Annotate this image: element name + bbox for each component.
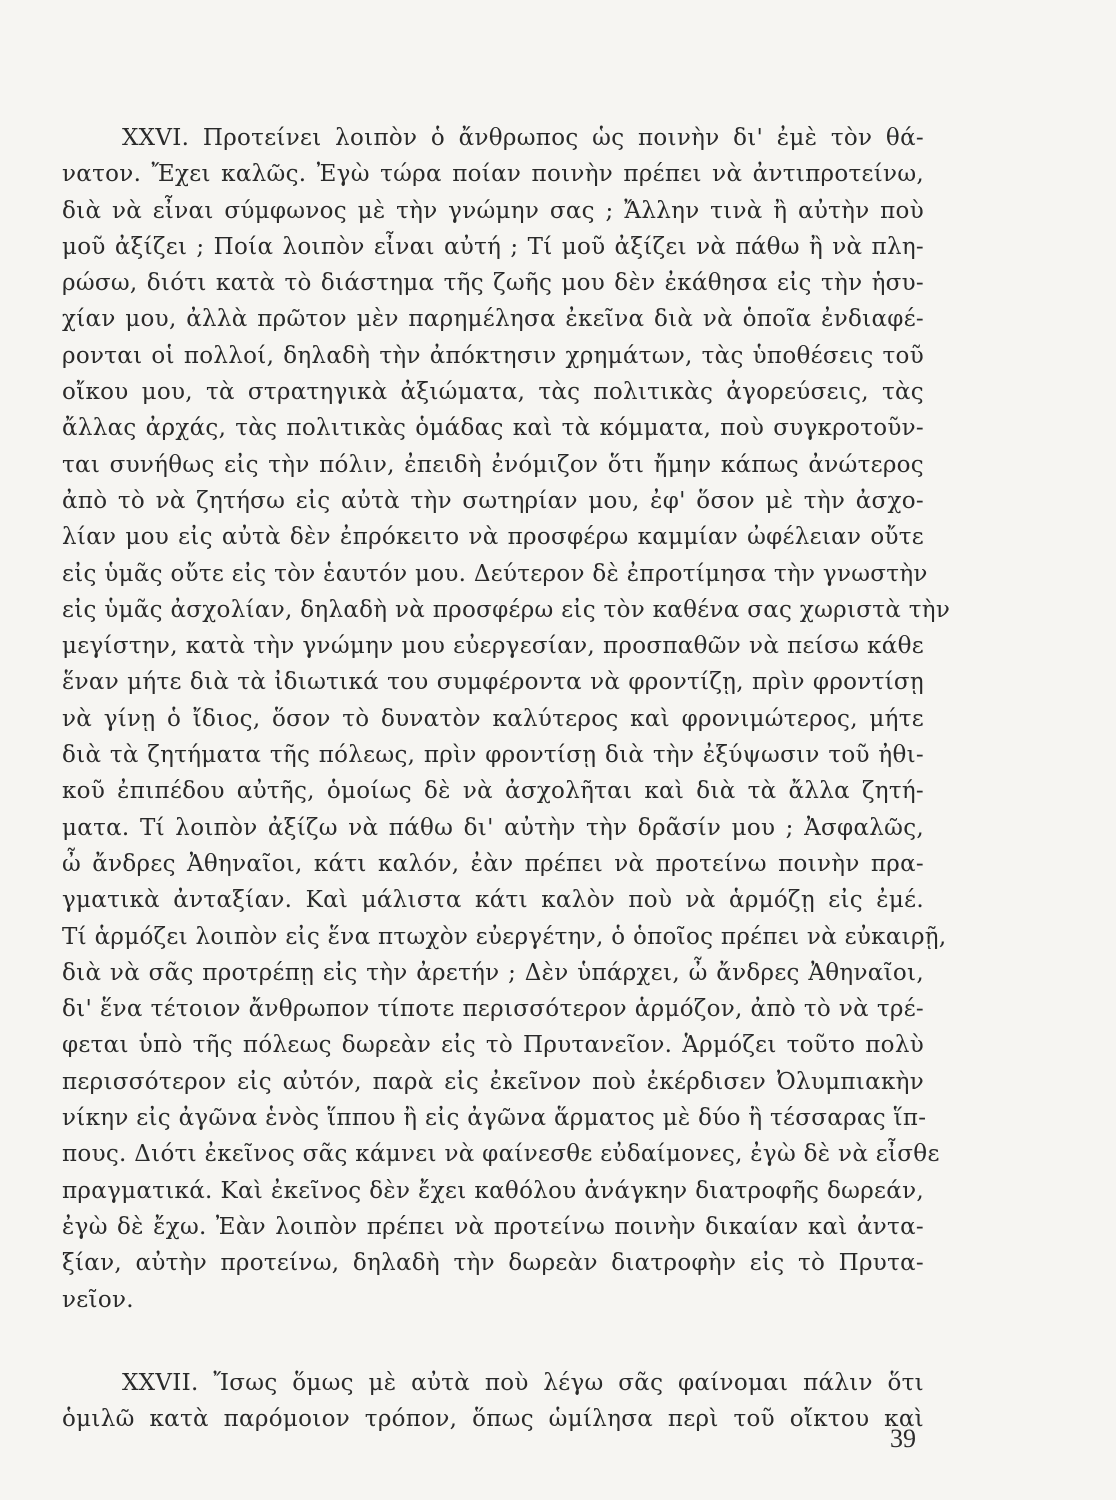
text-line: δι' ἕνα τέτοιον ἄνθρωπον τίποτε περισσότερον ἁρμόζον, ἀπὸ τὸ νὰ τρέ- — [62, 996, 924, 1023]
text-line: ται συνήθως εἰς τὴν πόλιν, ἐπειδὴ ἐνόμιζον ὅτι ἤμην κάπως ἀνώτερος — [62, 451, 924, 478]
text-line: νατον. Ἔχει καλῶς. Ἐγὼ τώρα ποίαν ποινὴν πρέπει νὰ ἀντιπροτείνω, — [62, 161, 924, 188]
text-line: μεγίστην, κατὰ τὴν γνώμην μου εὐεργεσίαν, προσπαθῶν νὰ πείσω κάθε — [62, 633, 924, 660]
text-line: νίκην εἰς ἀγῶνα ἑνὸς ἵππου ἢ εἰς ἀγῶνα ἅρματος μὲ δύο ἢ τέσσαρας ἵπ- — [62, 1105, 927, 1132]
text-line: XXVI. Προτείνει λοιπὸν ὁ ἄνθρωπος ὡς ποινὴν δι' ἐμὲ τὸν θά- — [122, 125, 924, 151]
text-line: διὰ νὰ σᾶς προτρέπῃ εἰς τὴν ἀρετήν ; Δὲν ὑπάρχει, ὦ ἄνδρες Ἀθηναῖοι, — [62, 959, 924, 986]
text-line: ρονται οἱ πολλοί, δηλαδὴ τὴν ἀπόκτησιν χρημάτων, τὰς ὑποθέσεις τοῦ — [62, 342, 924, 369]
text-line: ματα. Τί λοιπὸν ἀξίζω νὰ πάθω δι' αὐτὴν τὴν δρᾶσίν μου ; Ἀσφαλῶς, — [62, 814, 924, 841]
text-line: διὰ τὰ ζητήματα τῆς πόλεως, πρὶν φροντίσῃ διὰ τὴν ἐξύψωσιν τοῦ ἠθι- — [62, 742, 924, 769]
text-line: ρώσω, διότι κατὰ τὸ διάστημα τῆς ζωῆς μου δὲν ἐκάθησα εἰς τὴν ἡσυ- — [62, 270, 924, 297]
section-numeral: XXVII. — [122, 1369, 199, 1396]
text-line: περισσότερον εἰς αὐτόν, παρὰ εἰς ἐκεῖνον ποὺ ἐκέρδισεν Ὀλυμπιακὴν — [62, 1068, 924, 1095]
text-line: νὰ γίνῃ ὁ ἴδιος, ὅσον τὸ δυνατὸν καλύτερος καὶ φρονιμώτερος, μήτε — [62, 705, 924, 732]
text-line: εἰς ὑμᾶς οὔτε εἰς τὸν ἑαυτόν μου. Δεύτερον δὲ ἐπροτίμησα τὴν γνωστὴν — [62, 560, 928, 587]
text-line: ἐγὼ δὲ ἔχω. Ἐὰν λοιπὸν πρέπει νὰ προτείνω ποινὴν δικαίαν καὶ ἀντα- — [62, 1213, 924, 1240]
text-line: Τί ἁρμόζει λοιπὸν εἰς ἕνα πτωχὸν εὐεργέτην, ὁ ὁποῖος πρέπει νὰ εὐκαιρῇ, — [62, 923, 947, 950]
page-body — [62, 120, 951, 1437]
text-line: ὁμιλῶ κατὰ παρόμοιον τρόπον, ὅπως ὡμίλησα περὶ τοῦ οἴκτου καὶ — [62, 1406, 924, 1433]
page-number: 39 — [890, 1424, 916, 1453]
text-line: διὰ νὰ εἶναι σύμφωνος μὲ τὴν γνώμην σας ; Ἄλλην τινὰ ἢ αὐτὴν ποὺ — [62, 197, 924, 224]
text-line: λίαν μου εἰς αὐτὰ δὲν ἐπρόκειτο νὰ προσφέρω καμμίαν ὠφέλειαν οὔτε — [62, 524, 924, 551]
text-line: νεῖον. — [62, 1286, 134, 1313]
text-line: XXVII. Ἴσως ὅμως μὲ αὐτὰ ποὺ λέγω σᾶς φαίνομαι πάλιν ὅτι — [122, 1369, 924, 1396]
text-line: οἴκου μου, τὰ στρατηγικὰ ἀξιώματα, τὰς πολιτικὰς ἀγορεύσεις, τὰς — [62, 379, 924, 406]
section-gap — [62, 1318, 924, 1365]
text-line: ἄλλας ἀρχάς, τὰς πολιτικὰς ὁμάδας καὶ τὰ κόμματα, ποὺ συγκροτοῦν- — [62, 415, 924, 442]
section-numeral: XXVI. — [122, 125, 190, 151]
text-line: γματικὰ ἀνταξίαν. Καὶ μάλιστα κάτι καλὸν ποὺ νὰ ἁρμόζῃ εἰς ἐμέ. — [62, 887, 924, 914]
text-line: μοῦ ἀξίζει ; Ποία λοιπὸν εἶναι αὐτή ; Τί μοῦ ἀξίζει νὰ πάθω ἢ νὰ πλη- — [62, 233, 924, 260]
text-line: ἀπὸ τὸ νὰ ζητήσω εἰς αὐτὰ τὴν σωτηρίαν μου, ἐφ' ὅσον μὲ τὴν ἀσχο- — [62, 487, 924, 514]
section-xxvi — [62, 120, 951, 1318]
text-line: πραγματικά. Καὶ ἐκεῖνος δὲν ἔχει καθόλου ἀνάγκην διατροφῆς δωρεάν, — [62, 1177, 924, 1204]
text-line: εἰς ὑμᾶς ἀσχολίαν, δηλαδὴ νὰ προσφέρω εἰς τὸν καθένα σας χωριστὰ τὴν — [62, 596, 951, 623]
text-line: φεται ὑπὸ τῆς πόλεως δωρεὰν εἰς τὸ Πρυτανεῖον. Ἁρμόζει τοῦτο πολὺ — [62, 1032, 924, 1059]
text-line: κοῦ ἐπιπέδου αὐτῆς, ὁμοίως δὲ νὰ ἀσχολῆται καὶ διὰ τὰ ἄλλα ζητή- — [62, 778, 924, 805]
text-line: ἕναν μήτε διὰ τὰ ἰδιωτικά του συμφέροντα νὰ φροντίζῃ, πρὶν φροντίσῃ — [62, 669, 924, 696]
text-line: ξίαν, αὐτὴν προτείνω, δηλαδὴ τὴν δωρεὰν διατροφὴν εἰς τὸ Πρυτα- — [62, 1250, 924, 1277]
text-line: ὦ ἄνδρες Ἀθηναῖοι, κάτι καλόν, ἐὰν πρέπει νὰ προτείνω ποινὴν πρα- — [62, 850, 924, 877]
text-line: πους. Διότι ἐκεῖνος σᾶς κάμνει νὰ φαίνεσθε εὐδαίμονες, ἐγὼ δὲ νὰ εἶσθε — [62, 1141, 940, 1168]
section-xxvii — [62, 1365, 924, 1438]
text-line: χίαν μου, ἀλλὰ πρῶτον μὲν παρημέλησα ἐκεῖνα διὰ νὰ ὁποῖα ἐνδιαφέ- — [62, 306, 924, 333]
